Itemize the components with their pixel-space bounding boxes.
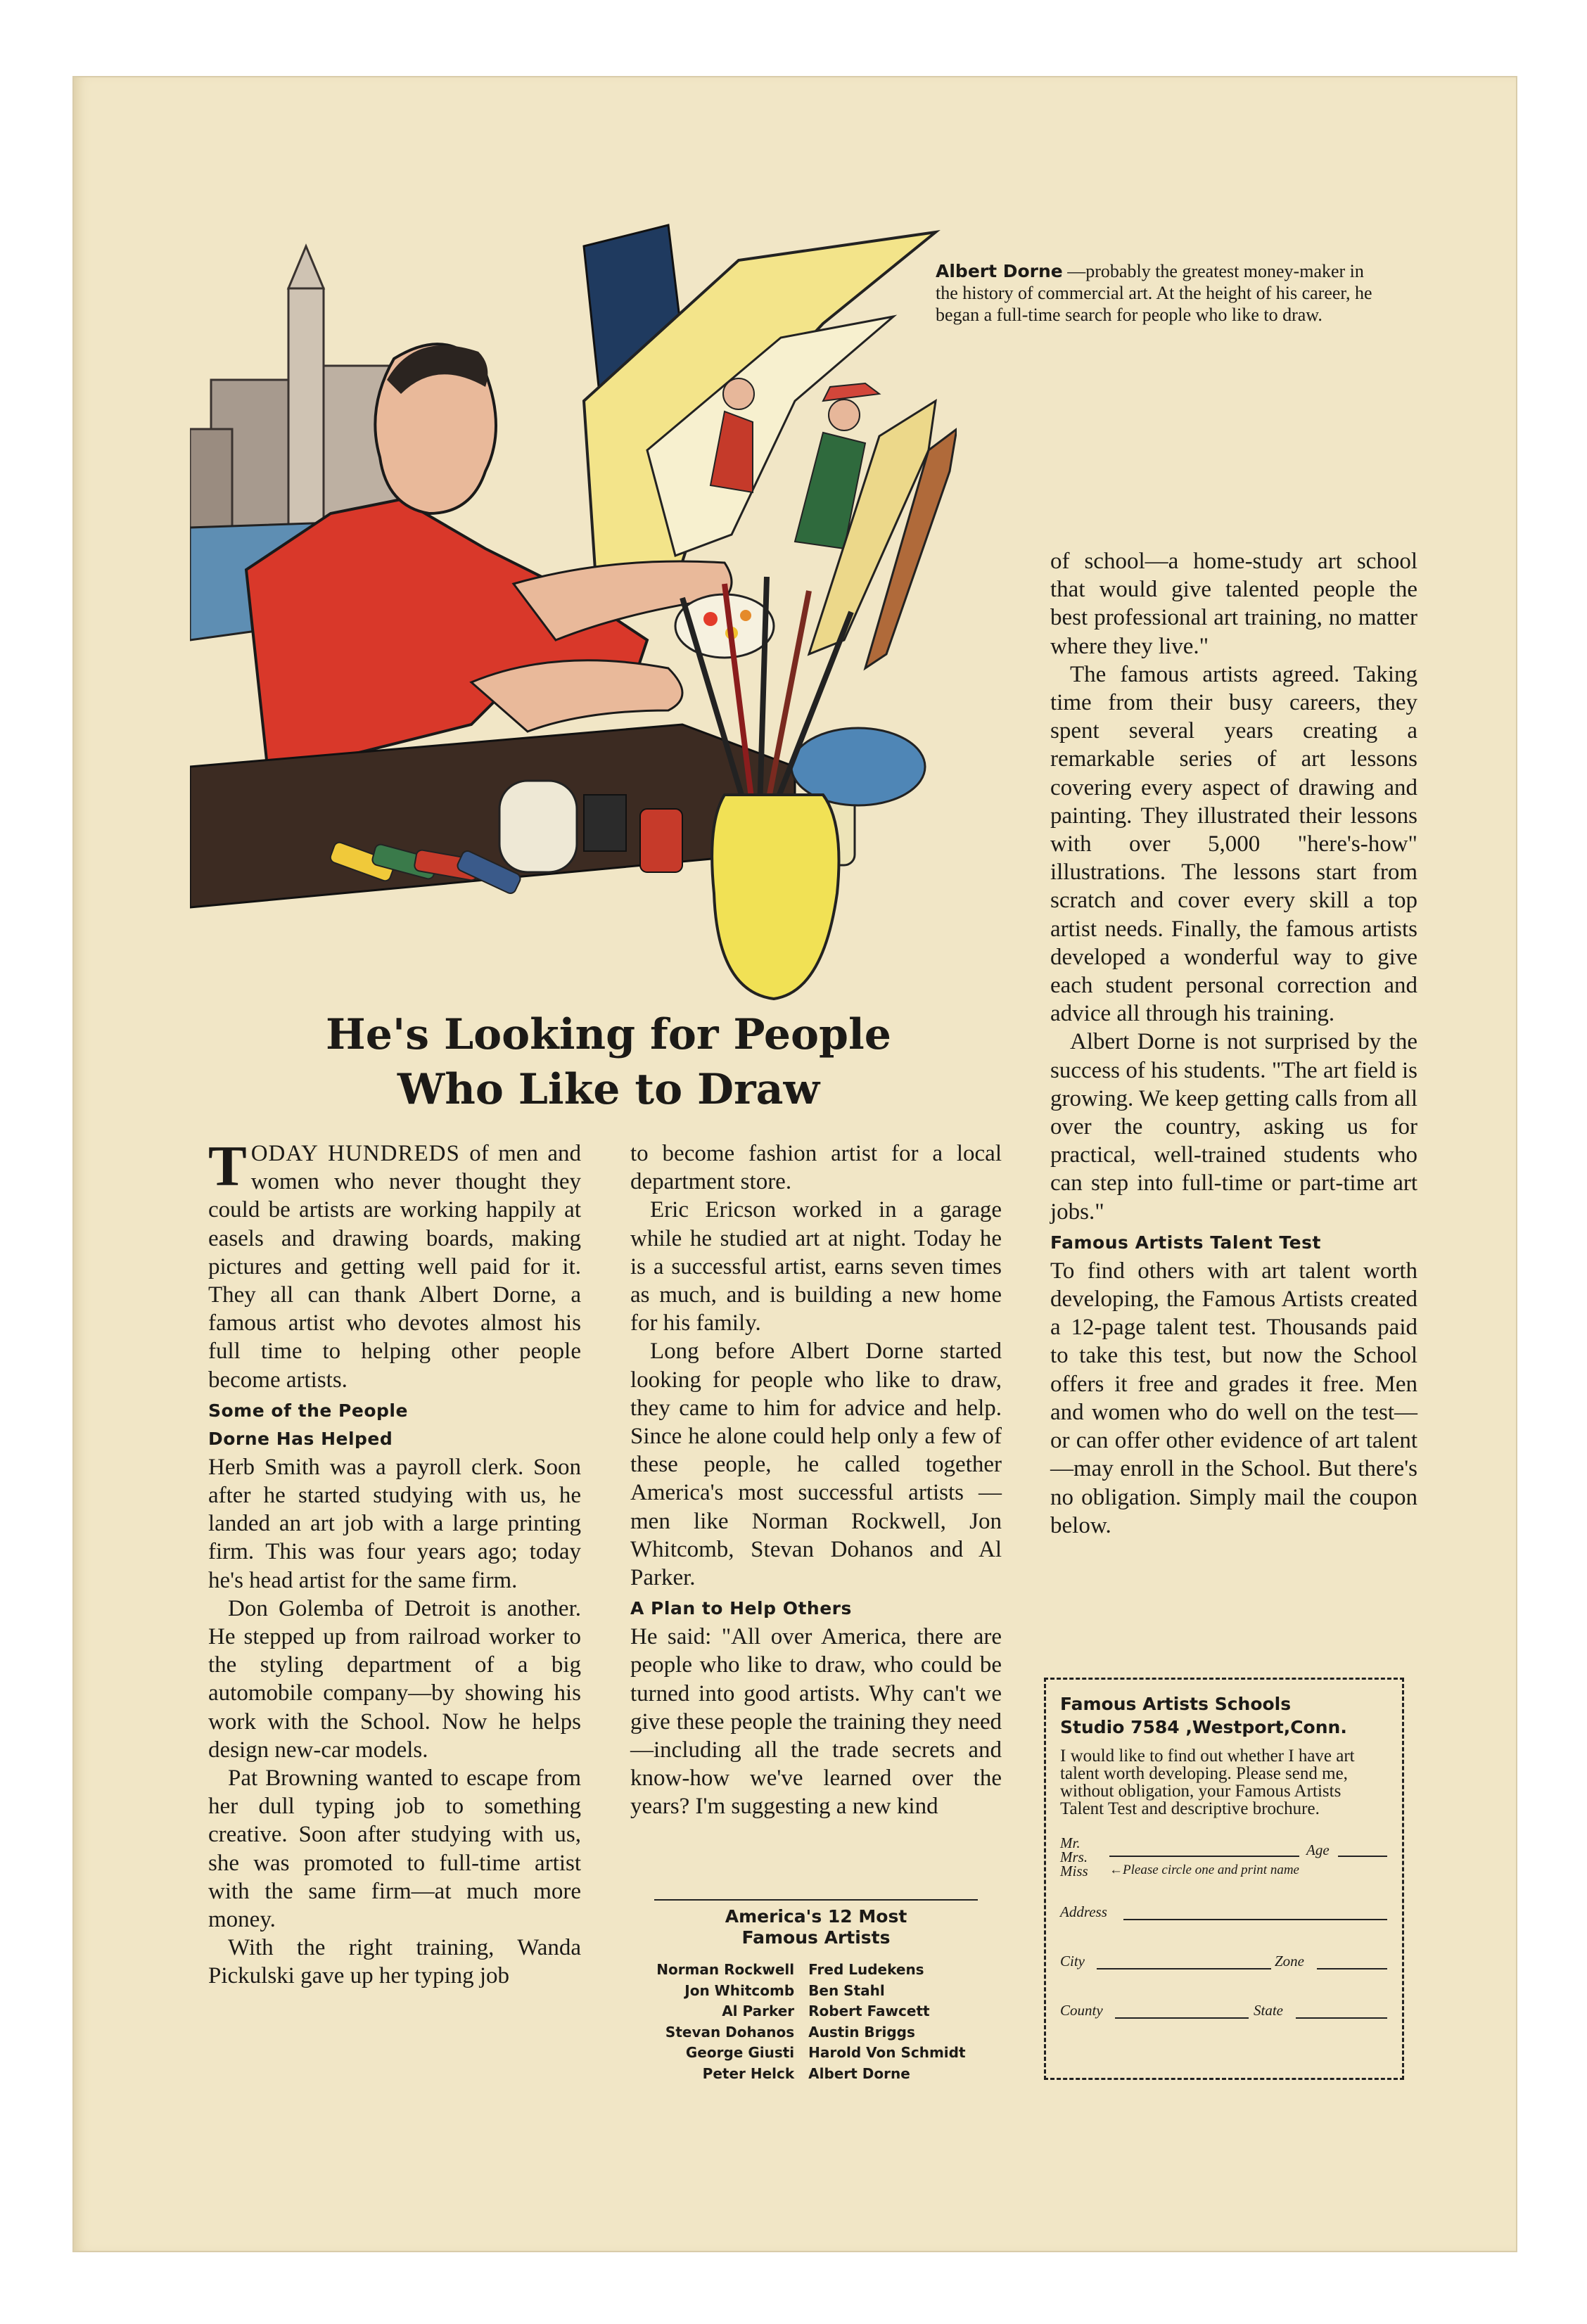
column-2 (630, 1139, 1002, 1821)
zone-input-line[interactable] (1317, 1968, 1387, 1969)
artist-name: Al Parker (722, 2003, 795, 2019)
city-label: City (1060, 1953, 1085, 1969)
lead-caps: ODAY HUNDREDS (250, 1141, 460, 1166)
title-options[interactable] (1060, 1836, 1088, 1878)
artists-title-1: America's 12 Most (725, 1906, 907, 1927)
col1-subhead-line-1: Some of the People (208, 1400, 408, 1421)
county-row (1060, 1991, 1388, 2040)
option-mr[interactable]: Mr. (1060, 1834, 1081, 1851)
headline (204, 1007, 1013, 1117)
coupon-title-1: Famous Artists Schools (1060, 1694, 1292, 1714)
county-input-line[interactable] (1115, 2017, 1249, 2019)
artists-left-column (654, 1960, 808, 2084)
coupon-text: I would like to find out whether I have art talent worth developing. Please send me, without obligation, your Famous Artists Talent Test and descriptive brochure. (1060, 1747, 1355, 1818)
age-label: Age (1306, 1841, 1330, 1858)
col3-paragraph-3: Albert Dorne is not surprised by the success of his students. "The art field is growing. We keep getting calls from all over the country, asking us for practical, well-trained students who can step into full-time or part-time art jobs." (1050, 1029, 1417, 1225)
man-red-shirt (246, 499, 647, 767)
state-label: State (1254, 2002, 1283, 2019)
col1-paragraph-4: Pat Browning wanted to escape from her dull typing job to something creative. Soon after studying with us, she was promoted to full-time artist with the same firm—at much more money. (208, 1766, 581, 1933)
name-field-row (1060, 1836, 1388, 1892)
col3-paragraph-1: of school—a home-study art school that would give talented people the best professional art training, no matter where they live." (1050, 549, 1417, 659)
headline-line-2: Who Like to Draw (397, 1065, 820, 1114)
drop-cap: T (208, 1134, 247, 1198)
albert-dorne-illustration (190, 218, 957, 1006)
coupon[interactable] (1044, 1678, 1404, 2080)
column-3 (1050, 547, 1417, 1540)
state-input-line[interactable] (1296, 2017, 1387, 2019)
artist-name: George Giusti (685, 2044, 795, 2061)
caption-text: —probably the greatest money-maker in the history of commercial art. At the height of his career, he began a full-time search for people who like to draw. (936, 261, 1372, 325)
city-skyline (190, 246, 401, 528)
artist-name: Harold Von Schmidt (808, 2044, 966, 2061)
caption-name: Albert Dorne (936, 261, 1063, 281)
col1-subhead-line-2: Dorne Has Helped (208, 1428, 393, 1449)
artist-name: Albert Dorne (808, 2064, 910, 2082)
col2-paragraph-2: Eric Ericson worked in a garage while he studied art at night. Today he is a successful artist, earns seven times as much, and is building a new home for his family. (630, 1197, 1002, 1336)
address-input-line[interactable] (1123, 1919, 1387, 1920)
illustration-caption (936, 260, 1386, 326)
artist-name: Norman Rockwell (656, 1961, 795, 1978)
artist-name: Jon Whitcomb (684, 1981, 795, 1999)
name-input-line[interactable] (1109, 1856, 1299, 1857)
artist-name: Fred Ludekens (808, 1961, 924, 1978)
artists-rule (654, 1899, 978, 1901)
col1-paragraph-3: Don Golemba of Detroit is another. He stepped up from railroad worker to the styling department of a big automobile company—by showing his work with the School. Now he helps design new-car models. (208, 1595, 581, 1763)
zone-label: Zone (1275, 1953, 1304, 1969)
county-label: County (1060, 2002, 1103, 2019)
artists-box (654, 1899, 978, 2084)
col2-paragraph-3: Long before Albert Dorne started looking for people who like to draw, they came to him for advice and help. Since he alone could help only a few of these people, he called together America's most successful artists —men like Norman Rockwell, Jon Whitcomb, Stevan Dohanos and Al Parker. (630, 1339, 1002, 1591)
col1-paragraph-2: Herb Smith was a payroll clerk. Soon after he started studying with us, he landed an art job with a large printing firm. This was four years ago; today he's head artist for the same firm. (208, 1454, 581, 1593)
headline-line-1: He's Looking for People (326, 1010, 891, 1059)
col1-subhead (208, 1397, 581, 1453)
circle-note: ←Please circle one and print name (1109, 1863, 1299, 1877)
col3-subhead: Famous Artists Talent Test (1050, 1232, 1321, 1253)
option-mrs[interactable]: Mrs. (1060, 1849, 1088, 1865)
age-input-line[interactable] (1338, 1856, 1387, 1857)
col1-paragraph-5: With the right training, Wanda Pickulski gave up her typing job (208, 1935, 581, 1989)
col2-paragraph-1: to become fashion artist for a local department store. (630, 1141, 1002, 1195)
artists-title-2: Famous Artists (741, 1927, 891, 1948)
address-row (1060, 1892, 1388, 1941)
address-label: Address (1060, 1903, 1107, 1920)
col1-paragraph-1 (208, 1134, 581, 1394)
artist-name: Ben Stahl (808, 1981, 885, 1999)
artists-right-column (808, 1960, 978, 2084)
col3-paragraph-2: The famous artists agreed. Taking time from their busy careers, they spent several years creating a remarkable series of art lessons covering every aspect of drawing and painting. They illustrated their lessons with over 5,000 "here's-how" illustrations. The lessons start from scratch and cover every skill a top artist needs. Finally, the famous artists developed a wonderful way to give each student personal correction and advice all through his training. (1050, 661, 1417, 1027)
column-1 (208, 1134, 581, 1991)
city-row (1060, 1941, 1388, 1991)
artist-name: Robert Fawcett (808, 2003, 930, 2019)
artist-name: Stevan Dohanos (665, 2023, 795, 2041)
col2-paragraph-4: He said: "All over America, there are people who like to draw, who could be turned into good artists. Why can't we give these people the training they need—including all the trade secrets and know-how we've learned over the years? I'm suggesting a new kind (630, 1624, 1002, 1820)
col3-paragraph-4: To find others with art talent worth developing, the Famous Artists created a 12-page talent test. Thousands paid to take this test, but now the School offers it free and grades it free. Men and women who do well on the test—or can offer other evidence of art talent—may enroll in the School. But there's no obligation. Simply mail the coupon below. (1050, 1258, 1417, 1538)
option-miss[interactable]: Miss (1060, 1863, 1088, 1879)
artist-name: Peter Helck (702, 2064, 795, 2082)
col1-p1-text: of men and women who never thought they could be artists are working happily at easels and drawing boards, making pictures and getting well paid for it. They all can thank Albert Dorne, a famous artist who devotes almost his full time to helping other people become artists. (208, 1141, 581, 1393)
coupon-title-2: Studio 7584 ,Westport,Conn. (1060, 1717, 1347, 1737)
col2-subhead: A Plan to Help Others (630, 1598, 852, 1619)
city-input-line[interactable] (1097, 1968, 1271, 1969)
artist-name: Austin Briggs (808, 2023, 915, 2041)
